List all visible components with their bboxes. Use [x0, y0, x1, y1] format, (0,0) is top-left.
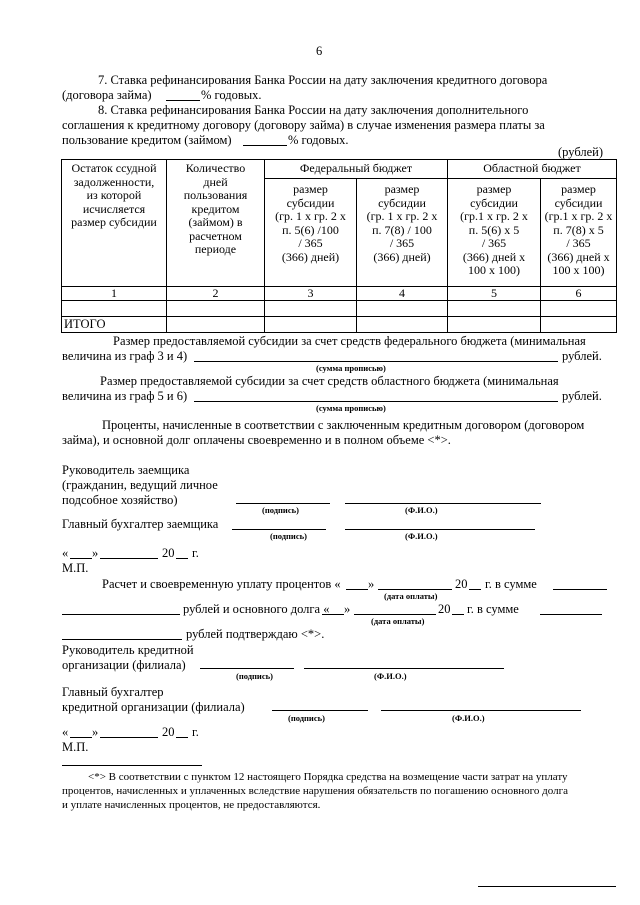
- footnote-separator: [62, 765, 202, 766]
- subsidy-federal-line1: Размер предоставляемой субсидии за счет средств федерального бюджета (минимальная: [113, 334, 586, 348]
- subsidy-federal-line2-end: рублей.: [562, 349, 602, 363]
- footnote-line3: и уплате начисленных процентов, не предоставляются.: [62, 799, 321, 811]
- bottom-rule: [478, 886, 616, 887]
- subsidy-federal-line2-start: величина из граф 3 и 4): [62, 349, 188, 363]
- payment2-year-blank: [452, 614, 464, 615]
- col5-header: размер субсидии (гр.1 х гр. 2 х п. 5(6) х 5 / 365 (366) дней х 100 х 100): [460, 182, 528, 277]
- payment-line3-blank: [62, 639, 182, 640]
- payment-line2-start: рублей и основного долга «: [183, 602, 330, 616]
- stamp1-label: М.П.: [62, 561, 89, 575]
- borrower-accountant-sign-caption: (подпись): [270, 531, 307, 541]
- credit-accountant-line1: Главный бухгалтер: [62, 685, 164, 699]
- payment-line2-year: 20: [438, 602, 451, 616]
- borrower-head-name-caption: (Ф.И.О.): [405, 505, 438, 515]
- date1-year: 20: [162, 546, 175, 560]
- total-label: ИТОГО: [64, 317, 106, 331]
- col3-header: размер субсидии (гр. 1 х гр. 2 х п. 5(6) /100 / 365 (366) дней): [275, 182, 346, 264]
- item8-line1: 8. Ставка рефинансирования Банка России на дату заключения дополнительного: [98, 103, 529, 117]
- borrower-head-line1: Руководитель заемщика: [62, 463, 190, 477]
- payment-line1-year: 20: [455, 577, 468, 591]
- item7-line2-start: (договора займа): [62, 88, 152, 102]
- borrower-accountant-signature-line: [232, 529, 326, 530]
- credit-head-line1: Руководитель кредитной: [62, 643, 194, 657]
- payment2-month-blank: [354, 614, 436, 615]
- subsidy-regional-line2-start: величина из граф 5 и 6): [62, 389, 188, 403]
- date1-suffix: г.: [192, 546, 199, 560]
- interest-statement-line2: займа), и основной долг оплачены своевременно и в полном объеме <*>.: [62, 433, 451, 447]
- borrower-head-line2: (гражданин, ведущий личное: [62, 478, 218, 492]
- date1-open-quote: «: [62, 546, 69, 560]
- item7-rate-blank: [166, 100, 200, 101]
- credit-head-name-line: [304, 668, 504, 669]
- footnote-line2: процентов, начисленных и уплаченных вследствие нарушения обязательств по погашению основного долга: [62, 785, 569, 797]
- interest-statement-line1: Проценты, начисленные в соответствии с заключенным кредитным договором (договором: [102, 418, 585, 432]
- borrower-head-sign-caption: (подпись): [262, 505, 299, 515]
- borrower-head-signature-line: [236, 503, 330, 504]
- date1-day-blank: [70, 558, 92, 559]
- column-number: 5: [491, 286, 497, 300]
- credit-accountant-name-line: [381, 710, 581, 711]
- date2-day-blank: [70, 737, 92, 738]
- item8-line2: соглашения к кредитному договору (договору займа) в случае изменения размера платы за: [62, 118, 545, 132]
- credit-head-name-caption: (Ф.И.О.): [374, 671, 407, 681]
- stamp2-label: М.П.: [62, 740, 89, 754]
- col4-header: размер субсидии (гр. 1 х гр. 2 х п. 7(8) / 100 / 365 (366) дней): [366, 182, 438, 264]
- col6-header: размер субсидии (гр.1 х гр. 2 х п. 7(8) х 5 / 365 (366) дней х 100 х 100): [544, 182, 613, 277]
- borrower-accountant-name-caption: (Ф.И.О.): [405, 531, 438, 541]
- credit-accountant-line2: кредитной организации (филиала): [62, 700, 245, 714]
- subsidy-regional-amount-blank: [194, 401, 558, 402]
- column-number: 3: [307, 286, 314, 300]
- payment-caption1: (дата оплаты): [384, 591, 438, 601]
- date1-close-quote: »: [92, 546, 99, 560]
- payment-day-blank: [346, 589, 368, 590]
- date2-open-quote: «: [62, 725, 69, 739]
- date1-month-blank: [100, 558, 158, 559]
- credit-head-sign-caption: (подпись): [236, 671, 273, 681]
- date1-year-blank: [176, 558, 188, 559]
- credit-head-line2: организации (филиала): [62, 658, 186, 672]
- federal-budget-header: Федеральный бюджет: [299, 161, 413, 175]
- borrower-accountant-name-line: [345, 529, 535, 530]
- date2-suffix: г.: [192, 725, 199, 739]
- payment-month-blank: [378, 589, 452, 590]
- column-number: 1: [111, 286, 117, 300]
- credit-accountant-signature-line: [272, 710, 368, 711]
- column-number: 6: [575, 286, 582, 300]
- credit-accountant-name-caption: (Ф.И.О.): [452, 713, 485, 723]
- date2-month-blank: [100, 737, 158, 738]
- payment2-sum-blank: [540, 614, 602, 615]
- footnote-line1: <*> В соответствии с пунктом 12 настоящего Порядка средства на возмещение части затрат на уплату: [88, 771, 568, 783]
- item7-line2-end: % годовых.: [201, 88, 262, 102]
- subsidy-federal-amount-blank: [194, 361, 558, 362]
- date2-year: 20: [162, 725, 175, 739]
- item7-line1: 7. Ставка рефинансирования Банка России на дату заключения кредитного договора: [98, 73, 548, 87]
- currency-note: (рублей): [558, 145, 604, 159]
- regional-budget-header: Областной бюджет: [483, 161, 581, 175]
- page-number: 6: [316, 44, 323, 58]
- payment-line2-end: г. в сумме: [467, 602, 519, 616]
- borrower-head-name-line: [345, 503, 541, 504]
- payment-line1-start: Расчет и своевременную уплату процентов «: [102, 577, 341, 591]
- column-number: 2: [212, 286, 219, 300]
- payment-year-blank: [469, 589, 481, 590]
- col2-header: Количество дней пользования кредитом (займом) в расчетном периоде: [183, 161, 248, 256]
- borrower-head-line3: подсобное хозяйство): [62, 493, 178, 507]
- payment-line1-close: »: [368, 577, 375, 591]
- col1-header: Остаток ссудной задолженности, из которой исчисляется размер субсидии: [71, 161, 157, 229]
- payment-line2-blank: [62, 614, 180, 615]
- item8-line3-end: % годовых.: [288, 133, 349, 147]
- payment2-day-blank: [322, 614, 344, 615]
- subsidy-regional-line1: Размер предоставляемой субсидии за счет средств областного бюджета (минимальная: [100, 374, 559, 388]
- date2-year-blank: [176, 737, 188, 738]
- credit-accountant-sign-caption: (подпись): [288, 713, 325, 723]
- payment-sum-blank: [553, 589, 607, 590]
- item8-line3-start: пользование кредитом (займом): [62, 133, 232, 147]
- item8-rate-blank: [243, 145, 287, 146]
- subsidy-regional-caption: (сумма прописью): [316, 403, 386, 413]
- payment-line2-close: »: [344, 602, 351, 616]
- subsidy-federal-caption: (сумма прописью): [316, 363, 386, 373]
- payment-line1-end: г. в сумме: [485, 577, 537, 591]
- column-number: 4: [399, 286, 405, 300]
- date2-close-quote: »: [92, 725, 99, 739]
- credit-head-signature-line: [200, 668, 294, 669]
- payment-caption2: (дата оплаты): [371, 616, 425, 626]
- borrower-accountant-label: Главный бухгалтер заемщика: [62, 517, 219, 531]
- payment-line3: рублей подтверждаю <*>.: [186, 627, 325, 641]
- subsidy-regional-line2-end: рублей.: [562, 389, 602, 403]
